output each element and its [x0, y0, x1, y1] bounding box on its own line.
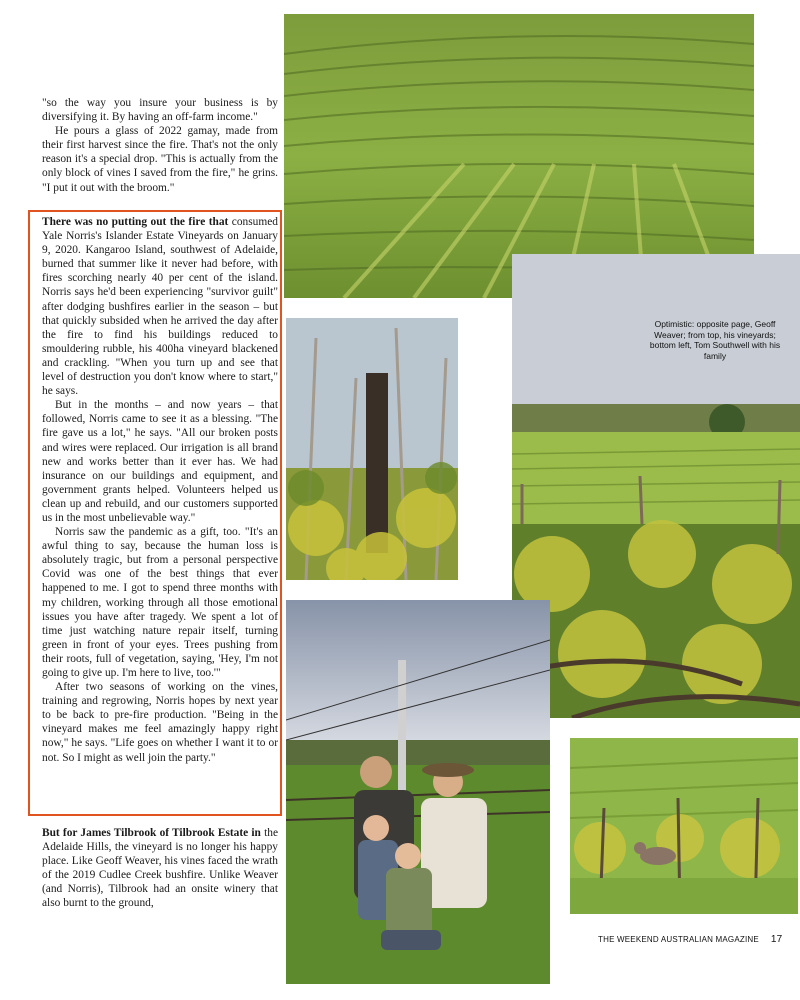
photo-family-vineyard — [286, 600, 550, 984]
photo-kangaroo-vineyard — [570, 738, 798, 914]
article-column-bottom — [42, 826, 278, 911]
paragraph: He pours a glass of 2022 gamay, made from their first harvest since the fire. That's not the only reason it's a special drop. "This is actually from the only block of vines I saved from the fire," he grins. "I put it out with the broom." — [42, 125, 278, 194]
paragraph-lead: There was no putting out the fire that — [42, 216, 229, 228]
photo-caption: Optimistic: opposite page, Geoff Weaver; from top, his vineyards; bottom left, Tom Southwell with his family — [649, 319, 781, 361]
magazine-name: THE WEEKEND AUSTRALIAN MAGAZINE — [598, 935, 759, 944]
paragraph-body: the Adelaide Hills, the vineyard is no longer his happy place. Like Geoff Weaver, his vines faced the wrath of the 2019 Cudlee Creek bushfire. Unlike Weaver (and Norris), Tilbrook had an onsite winery that also burnt to the ground, — [42, 827, 279, 910]
photo-burnt-tree — [286, 318, 458, 580]
article-column-highlighted — [42, 215, 278, 765]
paragraph: But in the months – and now years – that followed, Norris came to see it as a blessing. "The fire gave us a lot," he says. "All our broken posts and wires were replaced. Our irrigation is all brand new and works better than it ever has. We had insurance on our buildings and equipment, and government grants helped. Volunteers helped us clean up and rebuild, and our customers supported us in the most unbelievable way." — [42, 399, 278, 524]
paragraph-lead: But for James Tilbrook of Tilbrook Estate in — [42, 827, 261, 839]
page-footer — [598, 934, 782, 945]
paragraph-body: consumed Yale Norris's Islander Estate Vineyards on January 9, 2020. Kangaroo Island, southwest of Adelaide, burned that summer like it never had before, with fires scorching nearly 40 per cent of the island. Norris says he'd been experiencing "survivor guilt" after dodging bushfires earlier in the season – but that quickly subsided when he arrived the day after the fire to find his buildings reduced to smouldering rubble, his 400ha vineyard blackened and crackling. "When you turn up and see that level of destruction you don't know where to start," he says. — [42, 216, 278, 398]
paragraph — [42, 215, 278, 398]
paragraph: "so the way you insure your business is by diversifying it. By having an off-farm income." — [42, 97, 278, 124]
paragraph: Norris saw the pandemic as a gift, too. "It's an awful thing to say, because the human loss is absolutely tragic, but from a personal perspective Covid was one of the best things that ever happened to me. I got to spend three months with my children, working through all those emotional issues you have after tragedy. We spent a lot of time just watching nature repair itself, turning green in front of your eyes. Trees pushing from their roots, full of vegetation, saying, 'Hey, I'm not going to give up. I'm here to live, too.'" — [42, 526, 278, 679]
article-column-top — [42, 96, 278, 195]
paragraph: After two seasons of working on the vines, training and regrowing, Norris hopes by next year to be back to pre-fire production. "Being in the vineyard makes me feel amazingly happy right now," he says. "Life goes on whether I want it to or not. So I might as well join the party." — [42, 681, 278, 764]
page-number: 17 — [770, 934, 783, 945]
paragraph — [42, 826, 278, 911]
